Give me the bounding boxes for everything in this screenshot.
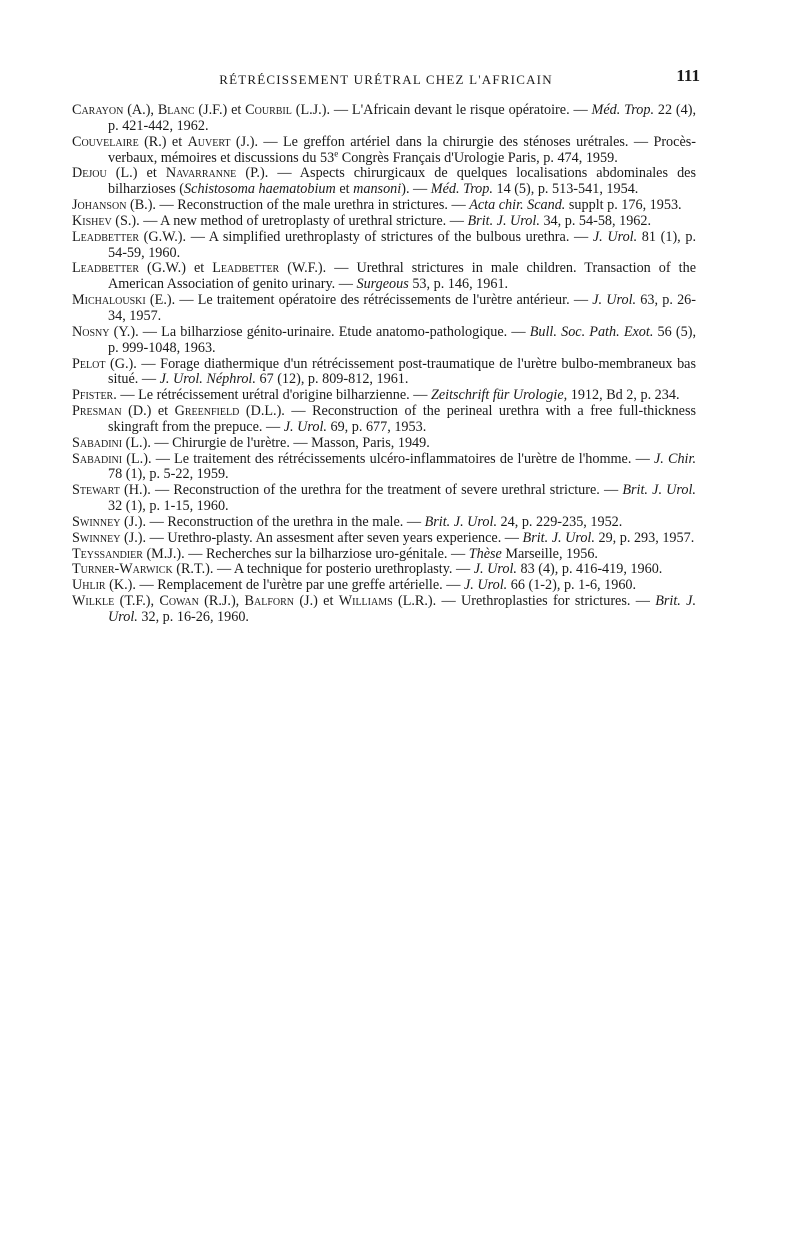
journal-title: mansoni — [353, 181, 402, 198]
reference-entry — [72, 483, 696, 515]
reference-entry — [72, 388, 696, 404]
author-name: Stewart — [72, 482, 120, 499]
reference-text: (G.W.). — A simplified urethroplasty of strictures of the bulbous urethra. — — [139, 228, 593, 245]
reference-text: e — [334, 147, 339, 158]
author-name: Leadbetter — [72, 228, 139, 245]
reference-text: 69, p. 677, 1953. — [326, 418, 427, 435]
reference-text: supplt p. 176, 1953. — [565, 197, 682, 214]
reference-text: . — Le rétrécissement urétral d'origine bilharzienne. — — [113, 387, 431, 404]
reference-text: (M.J.). — Recherches sur la bilharziose uro-génitale. — — [142, 545, 469, 562]
reference-text: 78 (1), p. 5-22, 1959. — [108, 466, 229, 483]
author-name: Swinney — [72, 513, 121, 530]
author-name: Wilkle — [72, 593, 115, 610]
reference-list — [72, 103, 696, 626]
reference-text: (B.). — Reconstruction of the male urethra in strictures. — — [126, 197, 470, 214]
author-name: Leadbetter — [72, 260, 139, 277]
reference-text: (G.). — Forage diathermique d'un rétrécissement post-traumatique de l'urètre bulbo-membraneux bas situé. — — [105, 355, 696, 388]
reference-entry — [72, 531, 696, 547]
reference-entry — [72, 515, 696, 531]
reference-text: (L.R.). — Urethroplasties for strictures. — — [392, 593, 656, 610]
reference-entry — [72, 436, 696, 452]
journal-title: Schistosoma haematobium — [184, 181, 336, 198]
reference-text: (K.). — Remplacement de l'urètre par une greffe artérielle. — — [105, 577, 464, 594]
author-name: Johanson — [72, 197, 127, 214]
reference-entry — [72, 578, 696, 594]
reference-text: 29, p. 293, 1957. — [594, 529, 695, 546]
reference-text: 63, p. 26-34, 1957. — [108, 292, 696, 324]
journal-title: J. Urol. — [283, 418, 327, 435]
reference-text: (J.) et — [294, 593, 339, 610]
journal-title: Brit. J. Urol. — [424, 513, 497, 530]
journal-title: Méd. Trop. — [430, 181, 493, 198]
reference-entry — [72, 547, 696, 563]
journal-title: Brit. J. Urol. — [108, 593, 696, 625]
reference-entry — [72, 166, 696, 198]
reference-text: 81 (1), p. 54-59, 1960. — [108, 228, 696, 261]
reference-entry — [72, 594, 696, 626]
reference-text: Marseille, 1956. — [501, 545, 598, 562]
journal-title: Surgeous — [356, 276, 409, 293]
reference-text: (J.). — Le greffon artériel dans la chirurgie des sténoses urétrales. — Procès-verbaux, mémoires et discussions du 53 — [108, 133, 696, 166]
reference-text: 67 (12), p. 809-812, 1961. — [255, 371, 409, 388]
author-name: Swinney — [72, 529, 121, 546]
reference-text: Congrès Français d'Urologie Paris, p. 474, 1959. — [338, 149, 618, 166]
journal-title: J. Urol. — [473, 561, 517, 578]
author-name: Courbil — [245, 102, 292, 118]
journal-title: Acta chir. Scand. — [469, 197, 566, 214]
reference-entry — [72, 214, 696, 230]
author-name: Blanc — [157, 102, 195, 118]
journal-title: J. Urol. — [592, 228, 638, 245]
reference-text: (T.F.), — [114, 593, 160, 610]
reference-text: (P.). — Aspects chirurgicaux de quelques localisations abdominales des bilharzioses ( — [108, 165, 696, 198]
author-name: Presman — [72, 403, 122, 420]
journal-title: J. Urol. — [463, 577, 508, 594]
journal-title: J. Chir. — [653, 450, 696, 467]
reference-text: (Y.). — La bilharziose génito-urinaire. Etude anatomo-pathologique. — — [109, 323, 530, 340]
author-name: Turner-Warwick — [72, 561, 173, 578]
reference-entry — [72, 135, 696, 167]
author-name: Auvert — [187, 133, 231, 150]
reference-text: (W.F.). — Urethral strictures in male children. Transaction of the American Association of genito urinary. — — [108, 260, 696, 293]
journal-title: Brit. J. Urol. — [622, 482, 696, 499]
page-number: 111 — [676, 66, 700, 85]
page-header — [72, 66, 700, 92]
reference-text: 66 (1-2), p. 1-6, 1960. — [507, 577, 637, 594]
reference-text: (E.). — Le traitement opératoire des rétrécissements de l'urètre antérieur. — — [145, 292, 593, 309]
reference-text: 53, p. 146, 1961. — [408, 276, 509, 293]
reference-text: (L.) et — [106, 165, 166, 182]
reference-text: et — [335, 181, 354, 198]
author-name: Sabadini — [72, 450, 123, 467]
author-name: Cowan — [159, 593, 199, 610]
reference-entry — [72, 103, 696, 135]
reference-entry — [72, 452, 696, 484]
reference-text: (D.L.). — Reconstruction of the perineal urethra with a free full-thickness skingraft from the prepuce. — — [108, 403, 696, 435]
reference-text: 56 (5), p. 999-1048, 1963. — [108, 323, 696, 356]
author-name: Leadbetter — [212, 260, 280, 277]
reference-text: 1912, Bd 2, p. 234. — [567, 387, 680, 404]
reference-text: (J.). — Urethro-plasty. An assesment after seven years experience. — — [120, 529, 523, 546]
reference-text: 32 (1), p. 1-15, 1960. — [108, 498, 229, 515]
journal-title: Méd. Trop. — [591, 102, 654, 118]
reference-entry — [72, 261, 696, 293]
reference-text: (J.). — Reconstruction of the urethra in the male. — — [120, 513, 425, 530]
reference-text: 22 (4), p. 421-442, 1962. — [108, 102, 696, 134]
journal-title: Thèse — [468, 545, 502, 562]
reference-entry — [72, 198, 696, 214]
reference-text: 83 (4), p. 416-419, 1960. — [516, 561, 663, 578]
reference-entry — [72, 562, 696, 578]
author-name: Teyssandier — [72, 545, 143, 562]
reference-text: (R.J.), — [198, 593, 245, 610]
author-name: Kishev — [72, 212, 112, 229]
author-name: Pfister — [72, 387, 114, 404]
author-name: Carayon — [72, 102, 124, 118]
reference-text: (L.). — Le traitement des rétrécissements ulcéro-inflammatoires de l'urètre de l'homme. — — [122, 450, 654, 467]
journal-title: Brit. J. Urol. — [467, 212, 540, 229]
reference-text: (R.) et — [138, 133, 188, 150]
author-name: Couvelaire — [72, 133, 139, 150]
reference-text: (D.) et — [121, 403, 175, 420]
reference-text: 34, p. 54-58, 1962. — [539, 212, 652, 229]
reference-text: 24, p. 229-235, 1952. — [497, 513, 623, 530]
reference-text: (A.), — [123, 102, 158, 118]
journal-title: J. Urol. Néphrol. — [159, 371, 256, 388]
author-name: Dejou — [72, 165, 107, 182]
author-name: Nosny — [72, 323, 110, 340]
reference-entry — [72, 404, 696, 436]
reference-entry — [72, 230, 696, 262]
author-name: Sabadini — [72, 434, 123, 451]
reference-entry — [72, 293, 696, 325]
reference-text: (L.). — Chirurgie de l'urètre. — Masson, Paris, 1949. — [122, 434, 430, 451]
author-name: Williams — [338, 593, 393, 610]
journal-title: Bull. Soc. Path. Exot. — [529, 323, 654, 340]
journal-title: J. Urol. — [592, 292, 637, 309]
journal-title: Brit. J. Urol. — [522, 529, 595, 546]
reference-entry — [72, 325, 696, 357]
reference-text: (R.T.). — A technique for posterio urethroplasty. — — [172, 561, 474, 578]
author-name: Pelot — [72, 355, 106, 372]
journal-title: Zeitschrift für Urologie, — [430, 387, 568, 404]
reference-text: ). — — [401, 181, 431, 198]
running-title: RÉTRÉCISSEMENT URÉTRAL CHEZ L'AFRICAIN — [219, 72, 553, 87]
reference-text: (J.F.) et — [194, 102, 246, 118]
author-name: Balforn — [244, 593, 295, 610]
reference-text: 14 (5), p. 513-541, 1954. — [492, 181, 639, 198]
reference-entry — [72, 357, 696, 389]
author-name: Navarranne — [165, 165, 237, 182]
author-name: Greenfield — [174, 403, 240, 420]
reference-text: (G.W.) et — [139, 260, 213, 277]
author-name: Michalouski — [72, 292, 146, 309]
reference-text: (S.). — A new method of uretroplasty of urethral stricture. — — [111, 212, 468, 229]
reference-text: (H.). — Reconstruction of the urethra for the treatment of severe urethral stricture. — — [119, 482, 623, 499]
author-name: Uhlir — [72, 577, 106, 594]
reference-text: (L.J.). — L'Africain devant le risque opératoire. — — [291, 102, 592, 118]
reference-text: 32, p. 16-26, 1960. — [137, 609, 249, 625]
